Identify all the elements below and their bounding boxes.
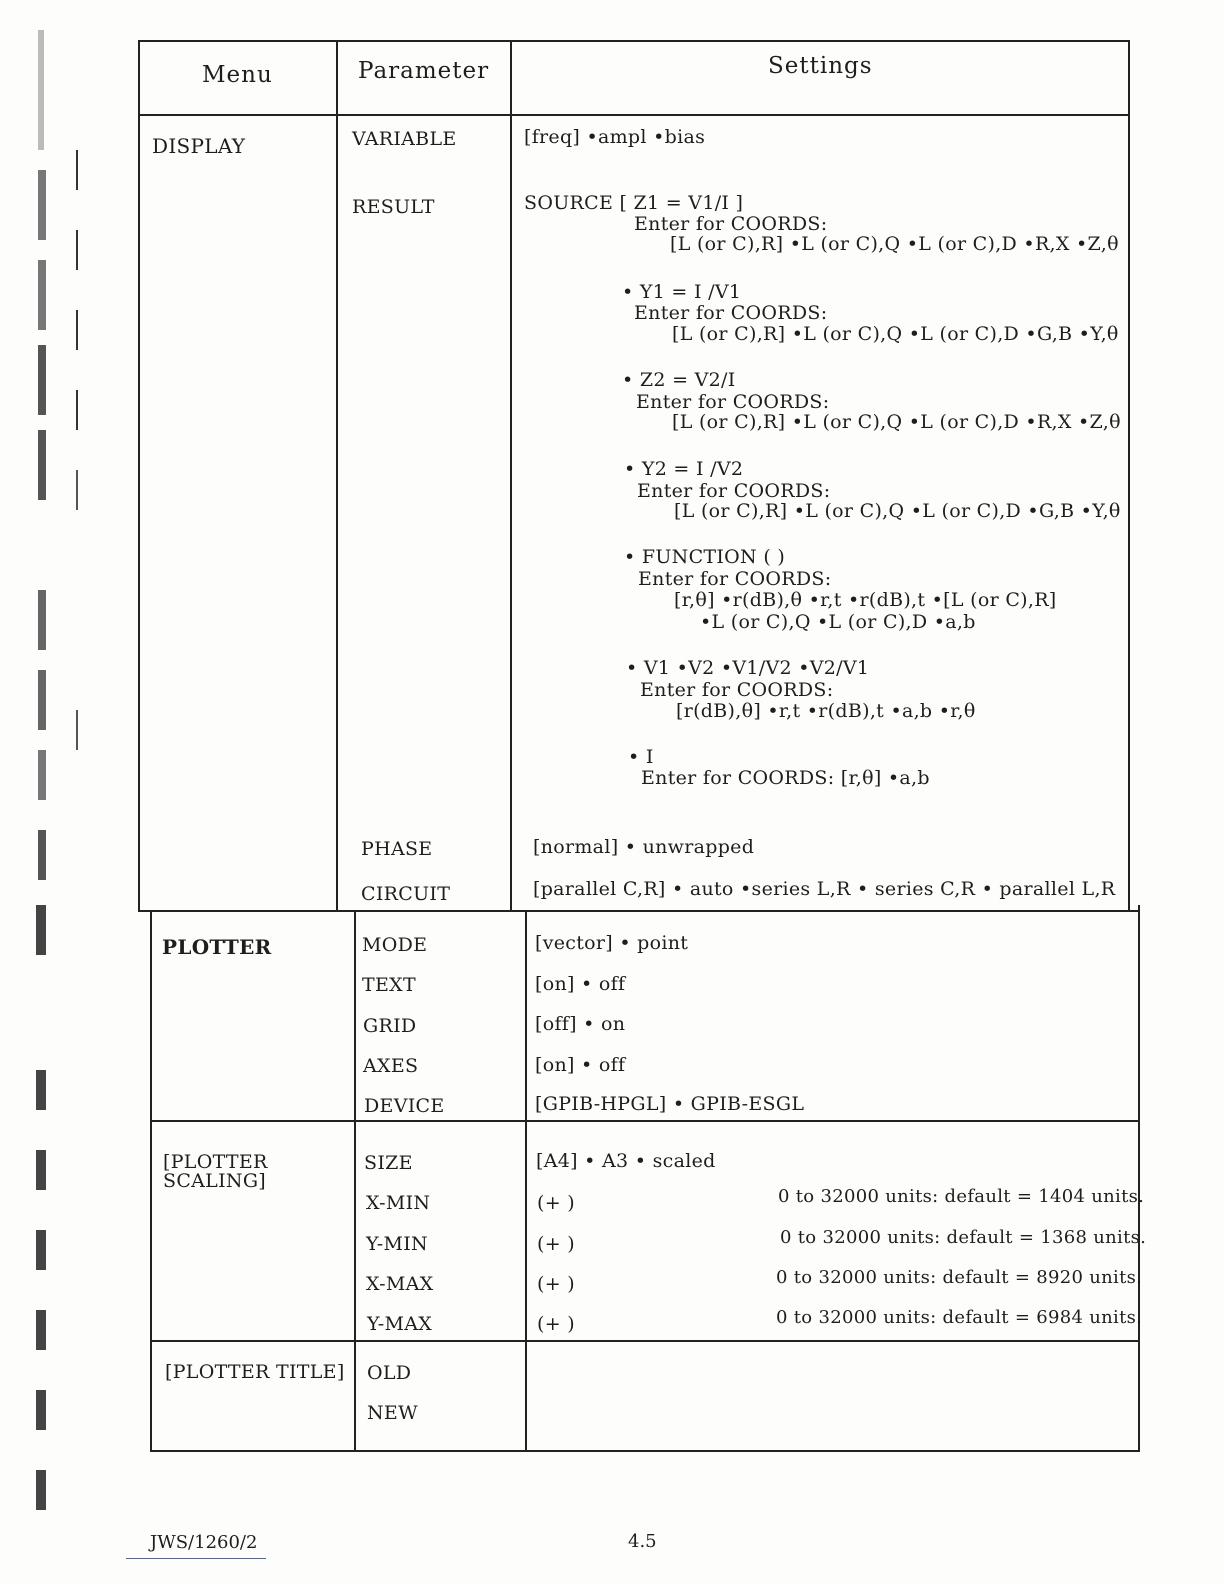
param-text: TEXT xyxy=(362,974,416,996)
doc-id: JWS/1260/2 xyxy=(150,1532,258,1553)
setting-variable: [freq] •ampl •bias xyxy=(524,126,706,148)
result-current-enter: Enter for COORDS: [r,θ] •a,b xyxy=(641,767,930,789)
page-number: 4.5 xyxy=(628,1531,657,1552)
param-old: OLD xyxy=(367,1362,412,1384)
result-y1-coords: [L (or C),R] •L (or C),Q •L (or C),D •G,B •Y,θ xyxy=(672,323,1119,345)
param-result: RESULT xyxy=(352,196,435,218)
result-y2: • Y2 = I /V2 xyxy=(624,458,744,480)
setting-axes: [on] • off xyxy=(535,1054,626,1076)
param-new: NEW xyxy=(367,1402,418,1424)
param-y-max: Y-MAX xyxy=(367,1313,433,1335)
result-source-enter: Enter for COORDS: xyxy=(634,213,828,235)
param-x-max: X-MAX xyxy=(366,1273,434,1295)
param-size: SIZE xyxy=(364,1152,413,1174)
note-x-max: 0 to 32000 units: default = 8920 units. xyxy=(776,1267,1143,1288)
result-function-enter: Enter for COORDS: xyxy=(638,568,832,590)
result-y2-enter: Enter for COORDS: xyxy=(637,480,831,502)
note-y-min: 0 to 32000 units: default = 1368 units. xyxy=(780,1227,1147,1248)
setting-text: [on] • off xyxy=(535,973,626,995)
result-function-coords-1: [r,θ] •r(dB),θ •r,t •r(dB),t •[L (or C),R] xyxy=(674,589,1057,611)
footer-underline xyxy=(126,1558,266,1559)
param-variable: VARIABLE xyxy=(352,128,457,150)
setting-x-min: (+ ) xyxy=(537,1192,575,1214)
result-y2-coords: [L (or C),R] •L (or C),Q •L (or C),D •G,B •Y,θ xyxy=(674,500,1121,522)
menu-plotter-scaling-line1: [PLOTTER xyxy=(163,1151,268,1173)
setting-phase: [normal] • unwrapped xyxy=(533,836,755,858)
setting-device: [GPIB-HPGL] • GPIB-ESGL xyxy=(535,1093,805,1115)
result-voltages: • V1 •V2 •V1/V2 •V2/V1 xyxy=(626,657,870,679)
param-phase: PHASE xyxy=(361,838,433,860)
result-z2-coords: [L (or C),R] •L (or C),Q •L (or C),D •R,X •Z,θ xyxy=(672,411,1121,433)
result-voltages-enter: Enter for COORDS: xyxy=(640,679,834,701)
param-device: DEVICE xyxy=(364,1095,445,1117)
menu-plotter-scaling-line2: SCALING] xyxy=(163,1170,267,1192)
menu-plotter-title: [PLOTTER TITLE] xyxy=(165,1361,345,1383)
note-y-max: 0 to 32000 units: default = 6984 units. xyxy=(776,1307,1143,1328)
setting-grid: [off] • on xyxy=(535,1013,626,1035)
header-menu: Menu xyxy=(202,62,273,88)
header-settings: Settings xyxy=(768,53,873,79)
param-grid: GRID xyxy=(363,1015,417,1037)
setting-y-max: (+ ) xyxy=(537,1313,575,1335)
note-x-min: 0 to 32000 units: default = 1404 units. xyxy=(778,1186,1145,1207)
setting-size: [A4] • A3 • scaled xyxy=(536,1150,716,1172)
result-y1: • Y1 = I /V1 xyxy=(622,281,742,303)
result-z2-enter: Enter for COORDS: xyxy=(636,391,830,413)
param-x-min: X-MIN xyxy=(366,1192,431,1214)
result-y1-enter: Enter for COORDS: xyxy=(634,302,828,324)
setting-mode: [vector] • point xyxy=(535,932,689,954)
menu-plotter: PLOTTER xyxy=(162,935,272,959)
setting-x-max: (+ ) xyxy=(537,1273,575,1295)
header-parameter: Parameter xyxy=(358,58,490,84)
param-y-min: Y-MIN xyxy=(366,1233,428,1255)
param-circuit: CIRCUIT xyxy=(361,883,451,905)
param-mode: MODE xyxy=(362,934,428,956)
result-function-coords-2: •L (or C),Q •L (or C),D •a,b xyxy=(700,611,976,633)
result-z2: • Z2 = V2/I xyxy=(622,369,736,391)
menu-display: DISPLAY xyxy=(152,134,246,158)
result-source: SOURCE [ Z1 = V1/I ] xyxy=(524,192,744,214)
result-current: • I xyxy=(628,746,654,768)
setting-y-min: (+ ) xyxy=(537,1233,575,1255)
result-voltages-coords: [r(dB),θ] •r,t •r(dB),t •a,b •r,θ xyxy=(676,700,976,722)
setting-circuit: [parallel C,R] • auto •series L,R • series C,R • parallel L,R xyxy=(533,878,1116,900)
param-axes: AXES xyxy=(363,1055,419,1077)
result-source-coords: [L (or C),R] •L (or C),Q •L (or C),D •R,X •Z,θ xyxy=(670,233,1119,255)
result-function: • FUNCTION ( ) xyxy=(624,546,786,568)
